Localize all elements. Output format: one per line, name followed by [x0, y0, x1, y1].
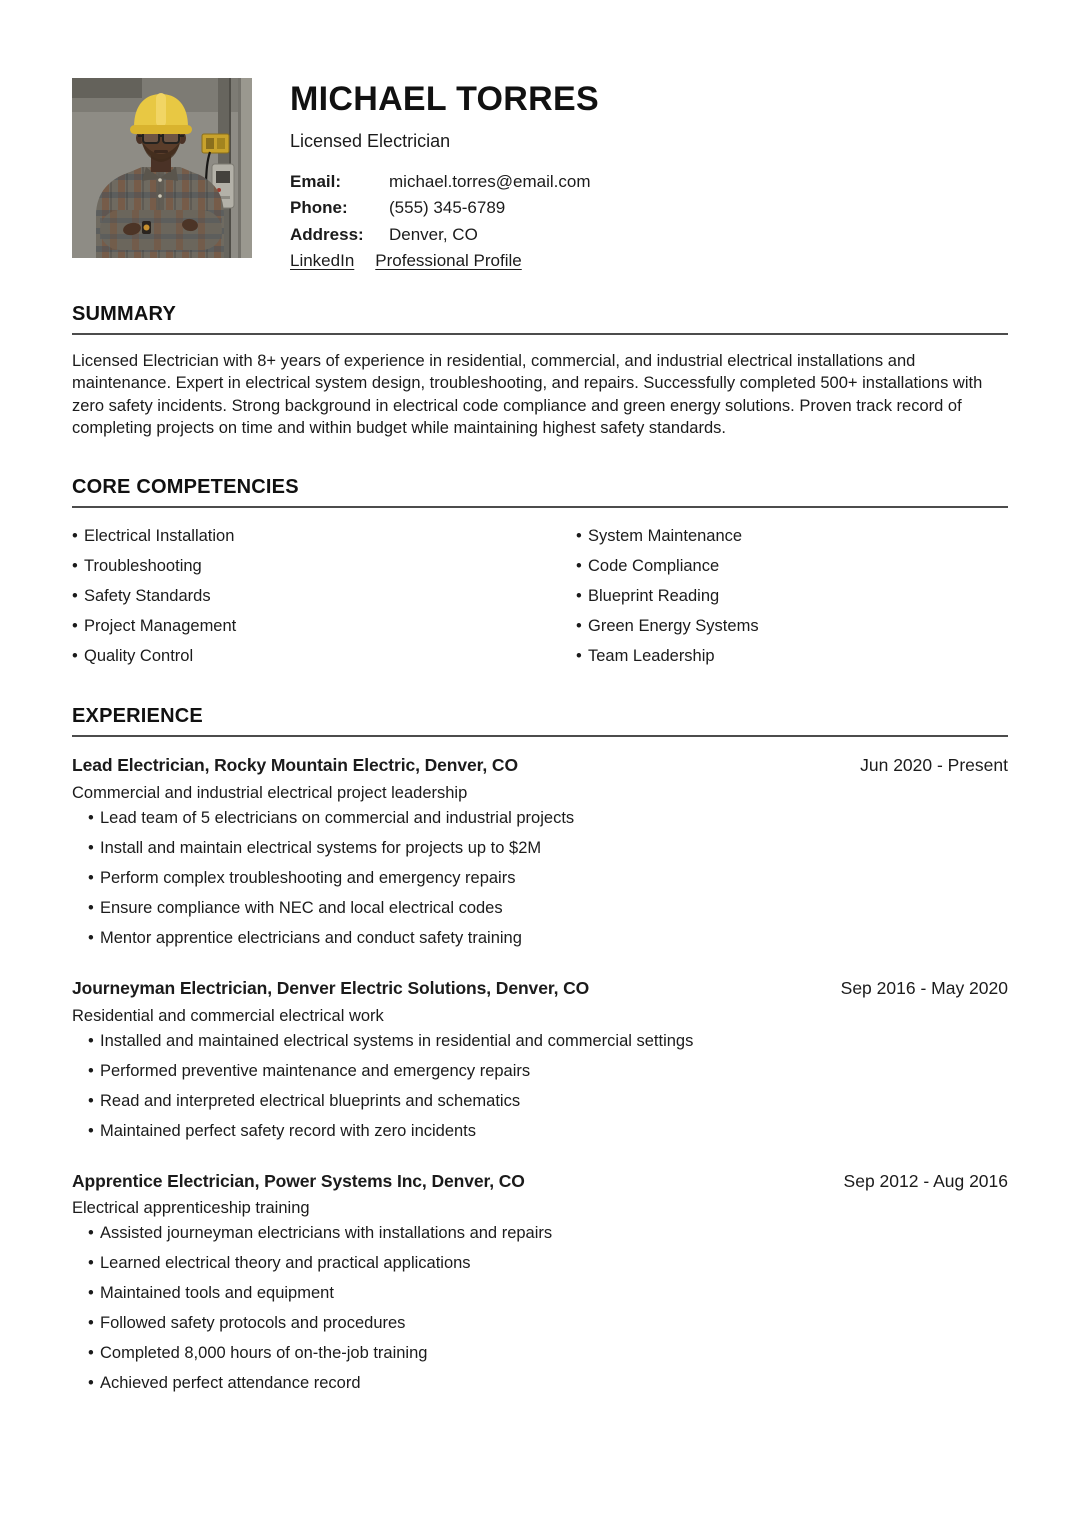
list-item-label: Mentor apprentice electricians and conduct safety training	[100, 928, 522, 947]
bullet-icon: •	[576, 617, 582, 635]
contact-label: Address:	[290, 224, 364, 244]
header-text	[290, 78, 1008, 275]
bullet-icon: •	[88, 868, 94, 887]
profile-photo	[72, 78, 252, 258]
contact-value: michael.torres@email.com	[389, 171, 591, 191]
job-dates: Sep 2016 - May 2020	[840, 977, 1008, 998]
section-competencies	[72, 476, 1008, 671]
list-item	[72, 581, 576, 611]
list-item	[88, 1308, 1008, 1338]
list-item	[72, 641, 576, 671]
contact-row	[290, 169, 1008, 196]
contact-row	[290, 195, 1008, 222]
job-title: Journeyman Electrician, Denver Electric Solutions, Denver, CO	[72, 977, 590, 998]
list-item	[88, 1056, 1008, 1086]
job-subtitle: Electrical apprenticeship training	[72, 1199, 310, 1218]
bullet-icon: •	[576, 557, 582, 575]
list-item	[88, 1026, 1008, 1056]
contact-value: Denver, CO	[389, 224, 478, 244]
profile-photo-illustration	[72, 78, 252, 258]
list-item-label: Learned electrical theory and practical applications	[100, 1254, 471, 1273]
job-header	[72, 1170, 1008, 1193]
list-item-label: System Maintenance	[588, 527, 743, 545]
contact-label: Email:	[290, 171, 342, 191]
bullet-icon: •	[88, 928, 94, 947]
list-item-label: Project Management	[84, 617, 237, 635]
list-item-label: Blueprint Reading	[588, 587, 720, 605]
list-item	[88, 1368, 1008, 1398]
bullet-icon: •	[88, 1091, 94, 1110]
competencies-left-column	[72, 521, 576, 671]
list-item	[88, 1116, 1008, 1146]
list-item-label: Assisted journeyman electricians with installations and repairs	[100, 1224, 553, 1243]
bullet-icon: •	[88, 1284, 94, 1303]
list-item	[88, 1338, 1008, 1368]
list-item-label: Ensure compliance with NEC and local electrical codes	[100, 898, 503, 917]
bullet-icon: •	[576, 587, 582, 605]
job-entry	[72, 754, 1008, 953]
job-dates: Jun 2020 - Present	[860, 755, 1008, 775]
list-item	[88, 1278, 1008, 1308]
bullet-icon: •	[72, 527, 78, 545]
bullet-icon: •	[88, 808, 94, 827]
bullet-icon: •	[72, 617, 78, 635]
bullet-icon: •	[72, 647, 78, 665]
summary-text: Licensed Electrician with 8+ years of experience in residential, commercial, and industrial electrical installations and maintenance. Expert in electrical system design, troubleshooting, and repairs. Successfully completed 500+ installations with zero safety incidents. Strong background in electrical code compliance and green energy solutions. Proven track record of completing projects on time and within budget while maintaining highest safety standards.	[72, 352, 983, 438]
list-item-label: Install and maintain electrical systems for projects up to $2M	[100, 838, 542, 857]
bullet-icon: •	[88, 1224, 94, 1243]
bullet-icon: •	[576, 527, 582, 545]
list-item-label: Installed and maintained electrical systems in residential and commercial settings	[100, 1031, 694, 1050]
bullet-icon: •	[88, 1061, 94, 1080]
job-header	[72, 977, 1008, 1000]
list-item	[88, 893, 1008, 923]
professional-profile-link[interactable]: Professional Profile	[375, 251, 522, 271]
competencies-right-column	[576, 521, 759, 671]
list-item	[576, 551, 759, 581]
resume-header	[72, 78, 1008, 275]
job-header	[72, 754, 1008, 777]
bullet-icon: •	[72, 557, 78, 575]
list-item-label: Maintained tools and equipment	[100, 1284, 334, 1303]
competencies-heading: CORE COMPETENCIES	[72, 476, 1008, 508]
contact-block	[290, 169, 1008, 275]
list-item-label: Achieved perfect attendance record	[100, 1374, 361, 1393]
list-item	[576, 581, 759, 611]
list-item-label: Maintained perfect safety record with zero incidents	[100, 1121, 477, 1140]
list-item-label: Electrical Installation	[84, 527, 235, 545]
section-summary	[72, 303, 1008, 440]
section-experience	[72, 705, 1008, 1398]
bullet-icon: •	[88, 1314, 94, 1333]
list-item-label: Followed safety protocols and procedures	[100, 1314, 406, 1333]
list-item	[72, 551, 576, 581]
list-item	[88, 833, 1008, 863]
list-item	[88, 1248, 1008, 1278]
bullet-icon: •	[88, 1374, 94, 1393]
bullet-icon: •	[88, 1121, 94, 1140]
list-item	[88, 1086, 1008, 1116]
job-entry	[72, 977, 1008, 1146]
list-item-label: Safety Standards	[84, 587, 211, 605]
list-item	[72, 611, 576, 641]
list-item-label: Green Energy Systems	[588, 617, 759, 635]
list-item-label: Lead team of 5 electricians on commercial and industrial projects	[100, 808, 575, 827]
competencies-columns	[72, 521, 1008, 671]
list-item-label: Team Leadership	[588, 647, 715, 665]
list-item	[576, 641, 759, 671]
list-item	[576, 521, 759, 551]
person-title: Licensed Electrician	[290, 130, 451, 151]
list-item	[88, 1218, 1008, 1248]
list-item-label: Quality Control	[84, 647, 194, 665]
bullet-icon: •	[88, 1031, 94, 1050]
person-name: MICHAEL TORRES	[290, 80, 599, 118]
job-bullets	[72, 1026, 1008, 1146]
list-item-label: Completed 8,000 hours of on-the-job training	[100, 1344, 428, 1363]
job-bullets	[72, 803, 1008, 953]
list-item	[576, 611, 759, 641]
list-item	[72, 521, 576, 551]
list-item	[88, 863, 1008, 893]
list-item	[88, 803, 1008, 833]
bullet-icon: •	[88, 1344, 94, 1363]
list-item-label: Performed preventive maintenance and emergency repairs	[100, 1061, 531, 1080]
job-subtitle: Commercial and industrial electrical project leadership	[72, 783, 468, 802]
contact-row	[290, 222, 1008, 249]
linkedin-link[interactable]: LinkedIn	[290, 251, 355, 271]
bullet-icon: •	[576, 647, 582, 665]
job-title: Apprentice Electrician, Power Systems Inc, Denver, CO	[72, 1170, 525, 1191]
job-entry	[72, 1170, 1008, 1399]
bullet-icon: •	[88, 1254, 94, 1273]
job-bullets	[72, 1218, 1008, 1398]
job-dates: Sep 2012 - Aug 2016	[843, 1170, 1008, 1191]
list-item-label: Code Compliance	[588, 557, 720, 575]
experience-heading: EXPERIENCE	[72, 705, 1008, 737]
bullet-icon: •	[88, 838, 94, 857]
list-item-label: Troubleshooting	[84, 557, 202, 575]
list-item-label: Read and interpreted electrical blueprints and schematics	[100, 1091, 521, 1110]
contact-label: Phone:	[290, 198, 348, 218]
list-item-label: Perform complex troubleshooting and emergency repairs	[100, 868, 516, 887]
experience-jobs	[72, 754, 1008, 1398]
summary-heading: SUMMARY	[72, 303, 1008, 335]
contact-value: (555) 345-6789	[389, 198, 506, 218]
contact-links	[290, 248, 1008, 275]
list-item	[88, 923, 1008, 953]
bullet-icon: •	[72, 587, 78, 605]
bullet-icon: •	[88, 898, 94, 917]
job-subtitle: Residential and commercial electrical work	[72, 1006, 384, 1025]
job-title: Lead Electrician, Rocky Mountain Electric, Denver, CO	[72, 755, 518, 775]
